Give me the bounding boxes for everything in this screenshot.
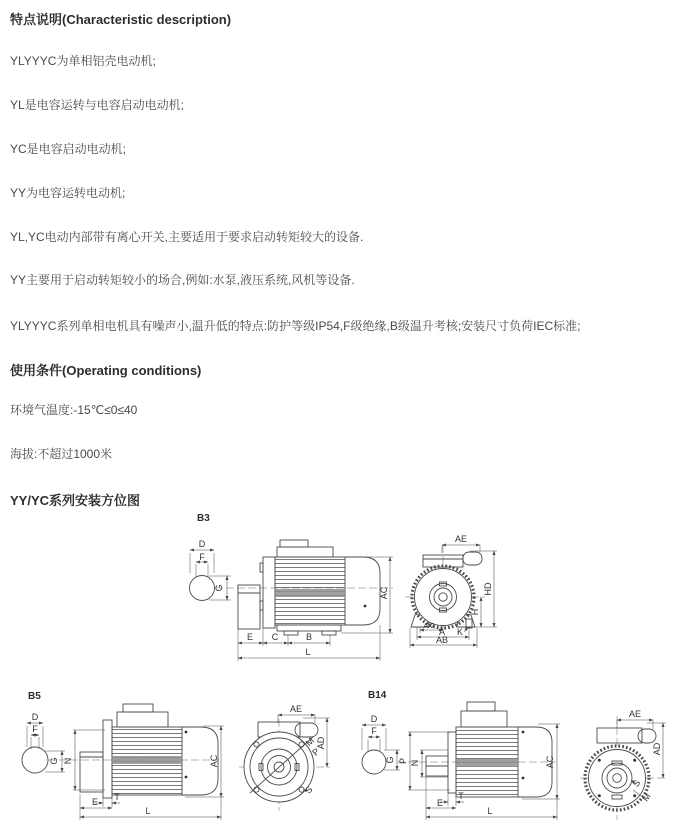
b14-title: B14 <box>368 690 387 701</box>
b5-shaft-section <box>22 747 48 773</box>
b14-front-view <box>580 709 666 820</box>
b14-front-terminal-box <box>597 728 642 743</box>
b3-dim-d: D <box>198 539 206 549</box>
b3-front-view <box>405 534 497 648</box>
b14-dim-s: S <box>630 777 643 789</box>
b3-nameplate-band <box>275 589 345 597</box>
b14-capacitor <box>638 729 656 743</box>
b14-flange <box>448 732 456 793</box>
b5-capacitor <box>295 723 318 737</box>
characteristics-line: YL,YC电动内部带有离心开关,主要适用于要求启动转矩较大的设备. <box>10 230 364 244</box>
b3-dim-b: B <box>305 632 313 642</box>
operating-heading: 使用条件(Operating conditions) <box>10 363 202 378</box>
b3-terminal-box <box>277 547 333 557</box>
b5-dim-l: L <box>145 806 151 816</box>
b5-side-view <box>22 704 224 820</box>
characteristics-line: YLYYYC为单相铝壳电动机; <box>10 54 156 68</box>
characteristics-line: YC是电容启动电动机; <box>10 142 127 156</box>
b14-dim-l: L <box>487 806 493 816</box>
b5-dim-d: D <box>31 712 39 722</box>
b3-base <box>277 625 341 631</box>
b14-dim-ac: AC <box>545 755 555 769</box>
b14-dim-d: D <box>370 714 378 724</box>
b5-dim-e: E <box>91 797 99 807</box>
b3-dim-k: K <box>456 627 464 637</box>
b5-dim-ae: AE <box>289 704 303 714</box>
b3-front-housing <box>415 569 472 626</box>
b14-diagram <box>352 682 694 831</box>
b14-dim-f: F <box>371 726 377 736</box>
b5-diagram <box>5 685 355 831</box>
b14-dim-g: G <box>385 756 395 764</box>
characteristics-line: YL是电容运转与电容启动电动机; <box>10 98 185 112</box>
b14-shaft-section <box>362 750 386 774</box>
b3-dim-hd: HD <box>483 582 493 596</box>
b3-dim-a2: A/2 <box>423 621 435 630</box>
b5-dim-f: F <box>32 724 38 734</box>
b5-front-view <box>239 704 330 811</box>
b5-flange <box>103 720 112 798</box>
b5-dim-p: P <box>310 746 322 758</box>
b3-dim-e: E <box>246 632 254 642</box>
b3-dim-l: L <box>305 647 311 657</box>
b3-shaft-section <box>190 576 215 601</box>
characteristics-line: YY为电容运转电动机; <box>10 186 126 200</box>
b5-support <box>80 752 103 792</box>
b3-dim-h: H <box>470 608 480 616</box>
characteristics-heading: 特点说明(Characteristic description) <box>10 12 232 27</box>
b5-dim-ad: AD <box>316 736 326 750</box>
b3-side-view <box>190 539 394 661</box>
b14-dim-p: P <box>398 757 408 765</box>
b3-capacitor <box>463 552 482 565</box>
b14-dim-e: E <box>436 798 444 808</box>
b5-dim-n: N <box>63 757 73 765</box>
b5-nameplate-band <box>112 756 182 764</box>
b14-side-view <box>362 702 560 820</box>
b3-dim-a: A <box>438 627 446 637</box>
b3-dim-ab: AB <box>435 635 449 645</box>
b14-dim-t: T <box>458 791 464 801</box>
characteristics-line: YY主要用于启动转矩较小的场合,例如:水泵,液压系统,风机等设备. <box>10 273 355 287</box>
b14-terminal-box <box>461 711 507 727</box>
characteristics-line: YLYYYC系列单相电机具有噪声小,温升低的特点:防护等级IP54,F级绝缘,B级温升考核;安装尺寸负荷IEC标准; <box>10 319 581 333</box>
b14-front-housing <box>589 750 646 807</box>
b14-dim-ae: AE <box>628 709 642 719</box>
mounting-heading: YY/YC系列安装方位图 <box>10 493 141 508</box>
b5-dim-ac: AC <box>209 754 219 768</box>
b3-support <box>238 585 260 629</box>
b14-dim-n: N <box>410 759 420 767</box>
b14-dim-m: M <box>640 791 653 804</box>
b5-terminal-box <box>117 712 168 727</box>
b3-diagram <box>165 503 530 673</box>
b3-title: B3 <box>197 513 210 524</box>
b14-nameplate-band <box>456 759 518 767</box>
b5-dim-t: T <box>114 792 120 802</box>
b3-dim-ac: AC <box>379 586 389 600</box>
b14-dim-ad: AD <box>652 742 662 756</box>
b5-title: B5 <box>28 691 41 702</box>
b5-dim-g: G <box>49 757 59 765</box>
b3-dim-g: G <box>214 584 224 592</box>
b3-end-shield <box>263 557 275 628</box>
b5-dim-m: M <box>303 735 317 749</box>
b3-end-cap <box>345 557 380 625</box>
b5-dim-s: S <box>303 784 315 796</box>
b3-dim-c: C <box>271 632 279 642</box>
b3-dim-ae: AE <box>454 534 468 544</box>
operating-line: 海拔:不超过1000米 <box>10 447 113 461</box>
operating-line: 环境气温度:-15℃≤0≤40 <box>10 403 138 417</box>
b3-dim-f: F <box>199 552 205 562</box>
